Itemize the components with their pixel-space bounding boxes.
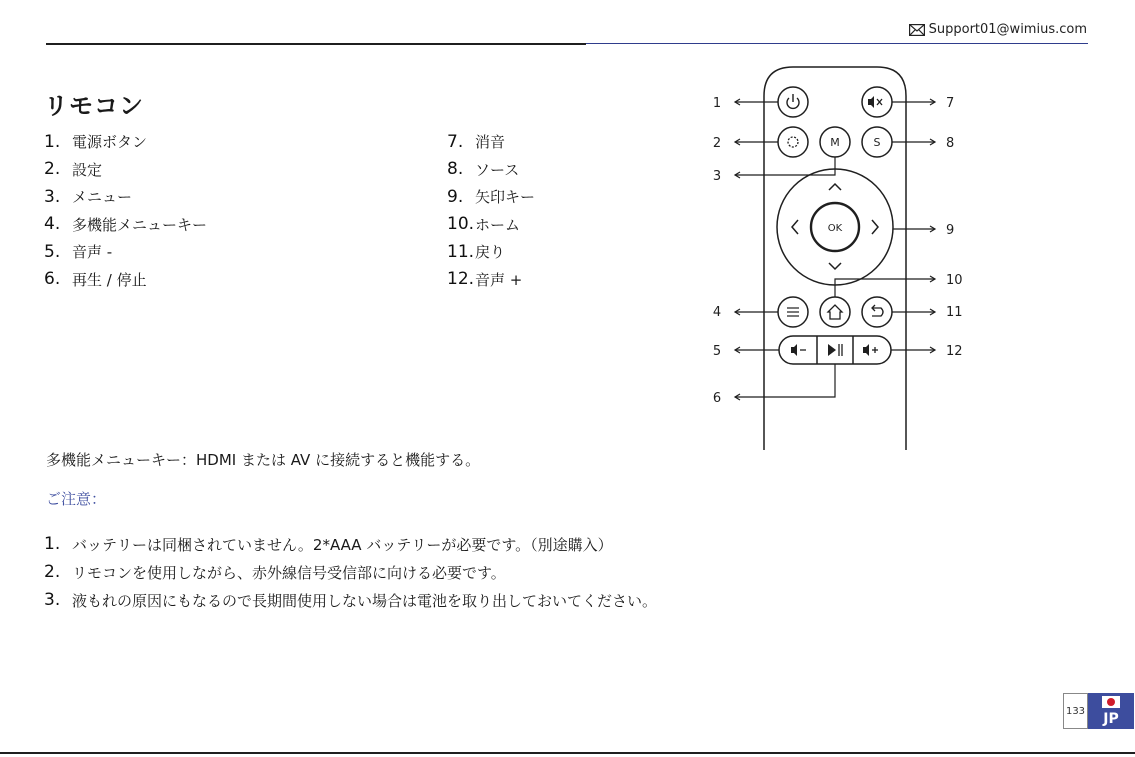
list-item: 9. 矢印キー: [447, 186, 536, 207]
list-item: 10. ホーム: [447, 214, 521, 235]
list-item: 4. 多機能メニューキー: [44, 214, 208, 235]
list-item: 3. 液もれの原因にもなるので長期間使用しない場合は電池を取り出しておいてください。: [44, 590, 658, 610]
callout-10: 10: [946, 273, 963, 288]
back-button: [862, 297, 892, 327]
header-rule-blue: [586, 43, 1088, 44]
home-button: [820, 297, 850, 327]
list-item: 2. リモコンを使用しながら、赤外線信号受信部に向ける必要です。: [44, 562, 506, 582]
list-item: 12. 音声 +: [447, 269, 523, 290]
caution-heading: ご注意：: [46, 490, 107, 508]
list-item: 11. 戻り: [447, 241, 506, 262]
button-list-left: [44, 128, 207, 293]
list-item: 8. ソース: [447, 159, 520, 180]
callout-11: 11: [946, 305, 963, 320]
ok-key-label: OK: [827, 223, 843, 234]
source-key-label: S: [873, 136, 881, 149]
list-item: 1. 電源ボタン: [44, 131, 148, 152]
footer-rule: [0, 752, 1135, 754]
caution-list: [44, 530, 657, 614]
button-list-right: [447, 128, 535, 293]
list-item: 7. 消音: [447, 131, 506, 152]
page-title: リモコン: [44, 92, 144, 120]
callout-8: 8: [946, 136, 955, 151]
header-rule-dark: [46, 43, 586, 45]
page-number: 133: [1063, 693, 1088, 729]
callout-2: 2: [712, 136, 722, 151]
support-email[interactable]: [909, 22, 1087, 37]
multifunction-note: 多機能メニューキー：HDMI または AV に接続すると機能する。: [46, 451, 481, 469]
menu-key-label: M: [830, 136, 840, 149]
country-flag: [1088, 693, 1134, 729]
list-item: 5. 音声 -: [44, 241, 113, 262]
list-item: 2. 設定: [44, 159, 103, 180]
country-code: JP: [1103, 711, 1119, 727]
page-badge: [1063, 693, 1134, 729]
callout-1: 1: [712, 96, 722, 111]
mute-button: [862, 87, 892, 117]
list-item: 6. 再生 / 停止: [44, 269, 147, 290]
remote-diagram: [690, 60, 980, 455]
callout-4: 4: [712, 305, 722, 320]
mail-icon: [909, 24, 925, 36]
list-item: 3. メニュー: [44, 186, 133, 207]
callout-5: 5: [712, 344, 722, 359]
callout-6: 6: [712, 391, 722, 406]
callout-3: 3: [712, 169, 722, 184]
settings-button: [778, 127, 808, 157]
email-text: Support01@wimius.com: [928, 22, 1087, 37]
flag-sun: [1107, 698, 1115, 706]
callout-9: 9: [946, 223, 955, 238]
callout-7: 7: [946, 96, 955, 111]
callout-12: 12: [946, 344, 963, 359]
list-item: 1. バッテリーは同梱されていません。2*AAA バッテリーが必要です。（別途購入）: [44, 534, 613, 554]
